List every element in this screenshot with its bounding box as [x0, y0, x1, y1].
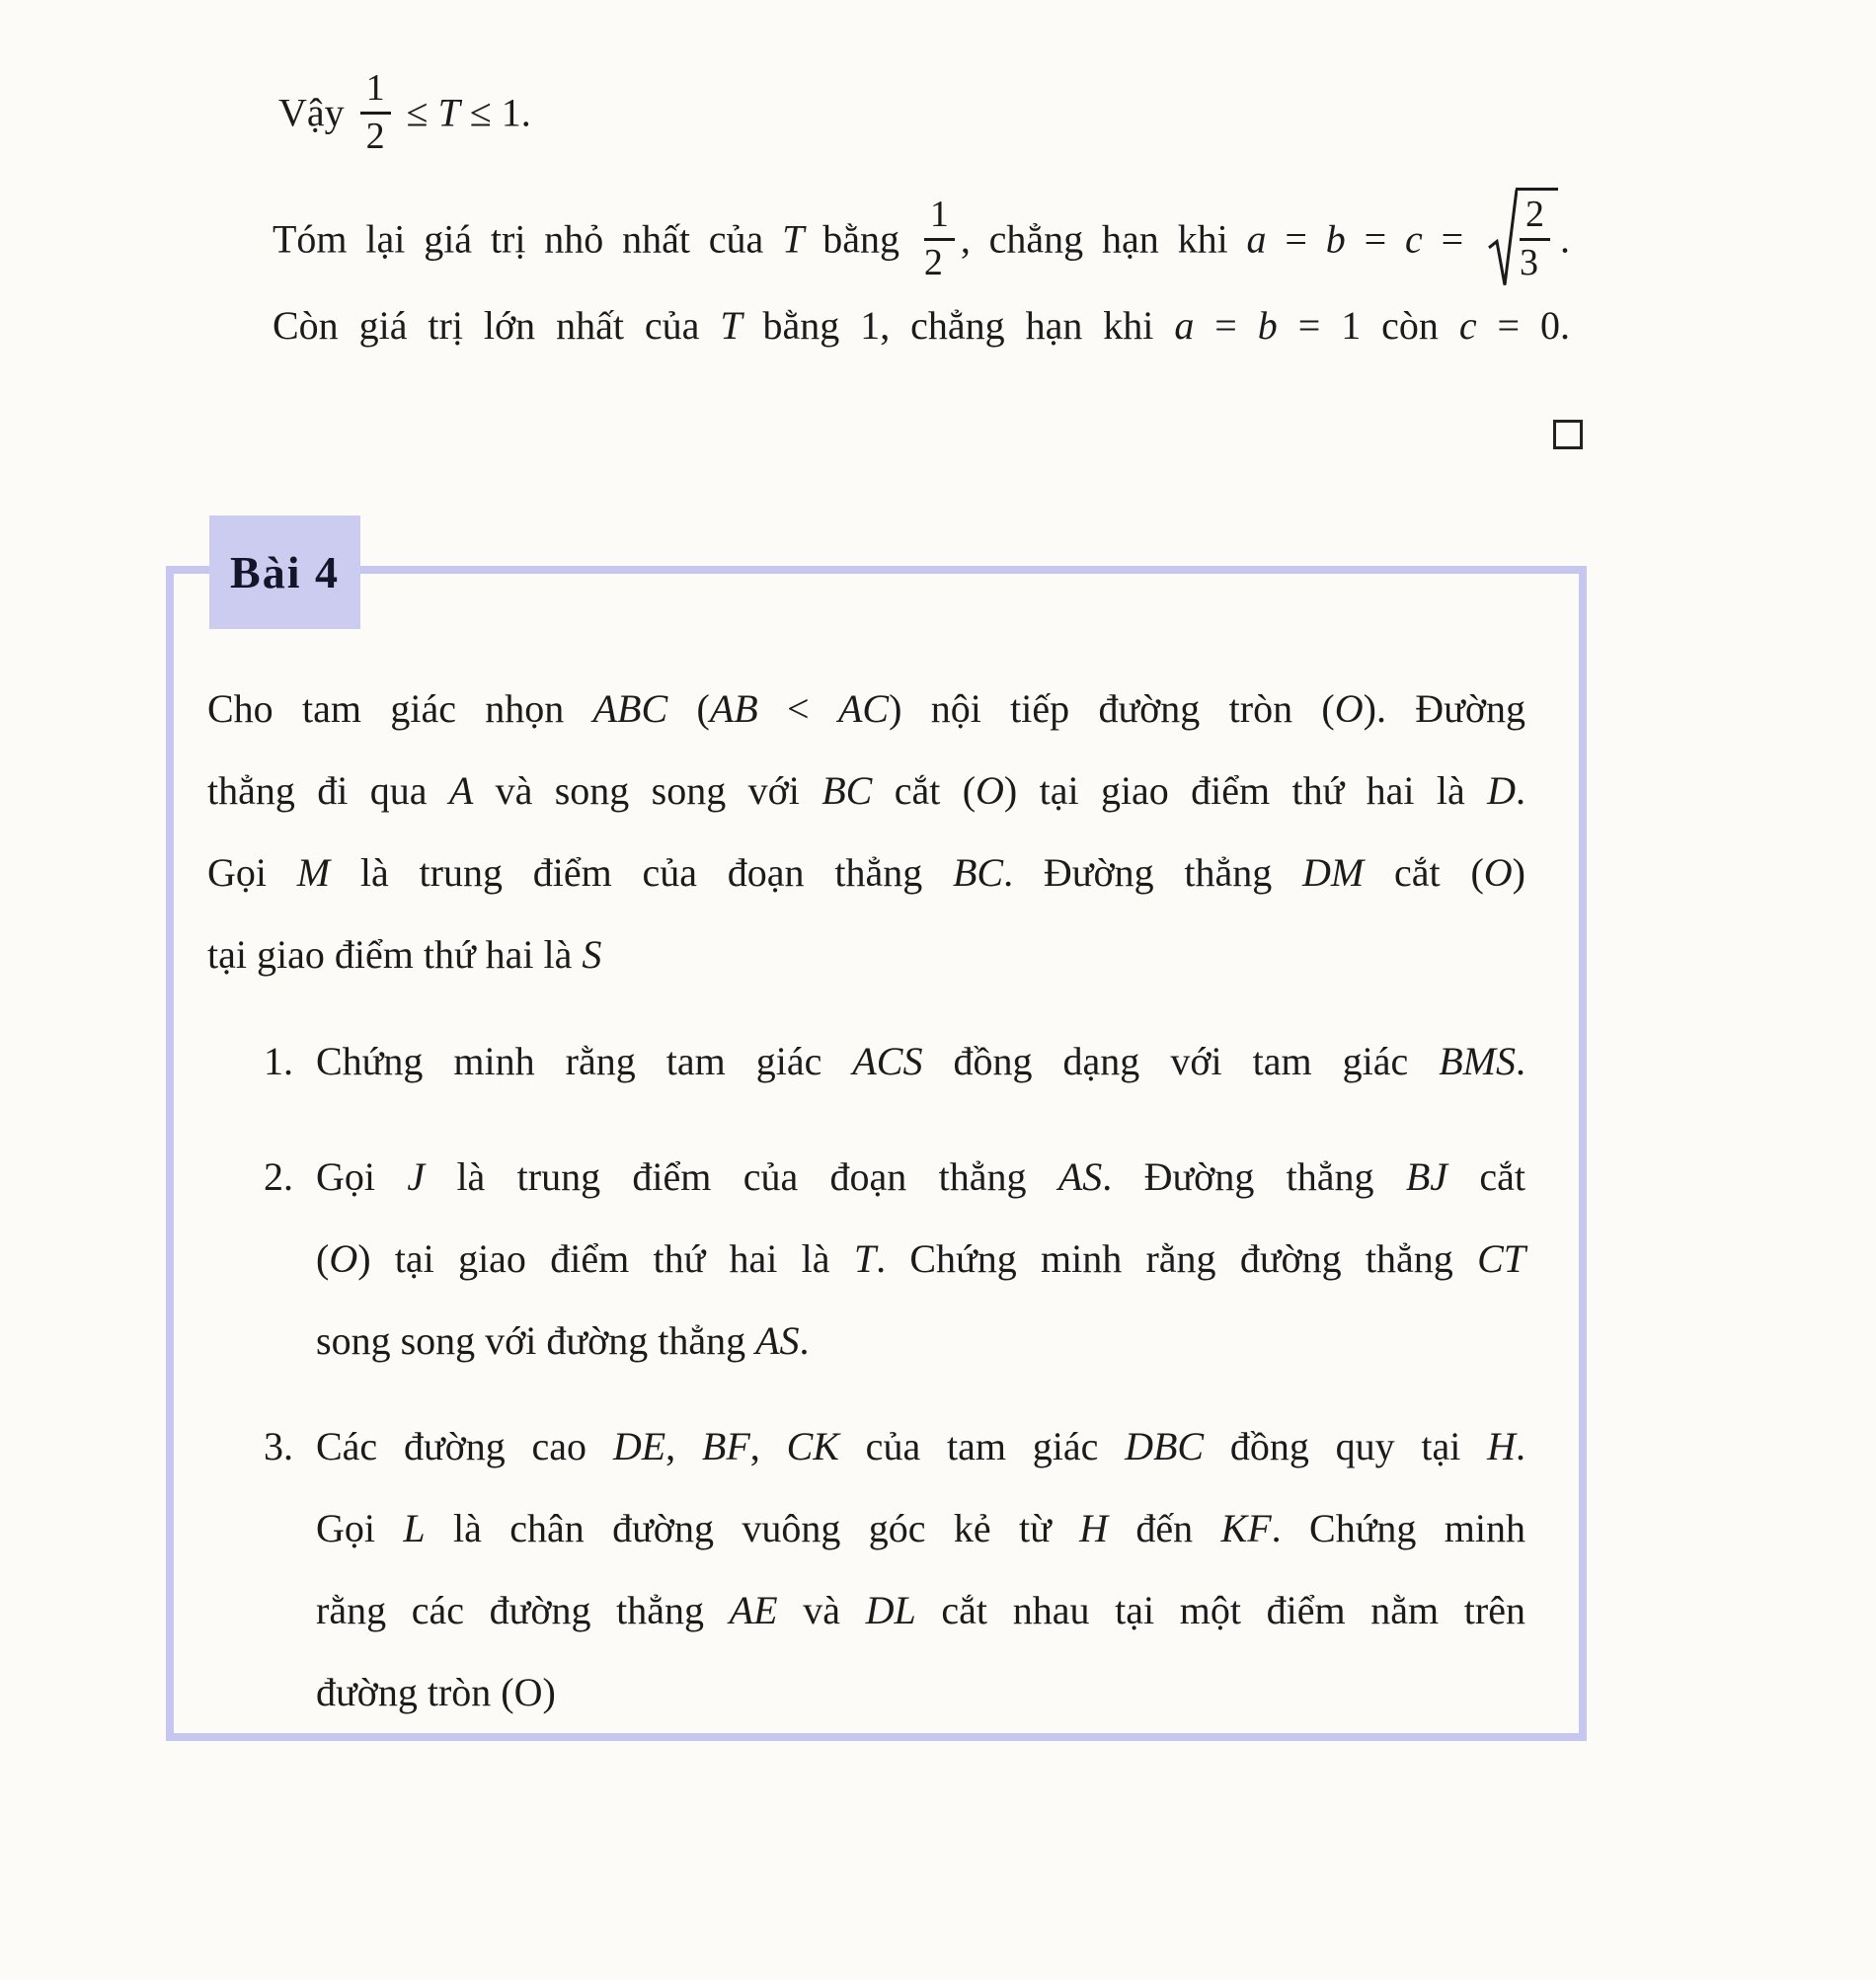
item-body: [316, 1136, 1525, 1382]
text-line: đường tròn (O): [316, 1670, 556, 1714]
text-line: Gọi J là trung điểm của đoạn thẳng AS. Đường thẳng BJ cắt: [316, 1154, 1525, 1199]
fraction: [360, 69, 391, 157]
list-item: [264, 1020, 1525, 1102]
qed-square: [1553, 420, 1583, 449]
text-line: Cho tam giác nhọn ABC (AB < AC) nội tiếp đường tròn (O). Đường: [207, 686, 1525, 731]
fraction-denominator: 3: [1520, 241, 1539, 283]
text-line: Gọi M là trung điểm của đoạn thẳng BC. Đường thẳng DM cắt (O): [207, 850, 1525, 895]
sqrt-fraction: [1488, 188, 1558, 291]
list-item: [264, 1136, 1525, 1382]
item-body: [316, 1020, 1525, 1102]
fraction: [924, 196, 955, 283]
fraction-numerator: 1: [924, 196, 955, 241]
text-line: Các đường cao DE, BF, CK của tam giác DBC đồng quy tại H.: [316, 1424, 1526, 1468]
text-line: tại giao điểm thứ hai là S: [207, 932, 602, 977]
fraction-numerator: 2: [1520, 196, 1550, 241]
problem-box-label: Bài 4: [209, 515, 360, 629]
problem-box: [166, 547, 1587, 1741]
text-line: Gọi L là chân đường vuông góc kẻ từ H đến KF. Chứng minh: [316, 1506, 1525, 1550]
fraction: [1520, 196, 1550, 283]
intro-line-3: Còn giá trị lớn nhất của T bằng 1, chẳng hạn khi a = b = 1 còn c = 0.: [273, 303, 1571, 348]
item-number: 2.: [264, 1154, 293, 1199]
intro-line-2: Tóm lại giá trị nhỏ nhất của T bằng $\frac{1}{2}$ , chẳng hạn khi a = b = c = $\frac{2}{3}$ .: [273, 192, 1570, 251]
item-number: 3.: [264, 1424, 293, 1468]
radical-sign-icon: [1488, 188, 1518, 291]
text-line: Chứng minh rằng tam giác ACS đồng dạng với tam giác BMS.: [316, 1039, 1526, 1083]
item-number: 1.: [264, 1039, 293, 1083]
problem-statement: [207, 668, 1525, 995]
text-line: rằng các đường thẳng AE và DL cắt nhau tại một điểm nằm trên: [316, 1588, 1525, 1632]
fraction-numerator: 1: [360, 69, 391, 115]
text-line: thẳng đi qua A và song song với BC cắt (O) tại giao điểm thứ hai là D.: [207, 768, 1526, 813]
item-body: [316, 1405, 1525, 1733]
sqrt-body: [1516, 188, 1558, 291]
intro-line-1: Vậy $\frac{1}{2}$ ≤ T ≤ 1.: [278, 67, 531, 157]
problem-item-list: [264, 1020, 1525, 1733]
text-line: song song với đường thẳng AS.: [316, 1318, 810, 1363]
text-line: (O) tại giao điểm thứ hai là T. Chứng minh rằng đường thẳng CT: [316, 1236, 1525, 1281]
list-item: [264, 1405, 1525, 1733]
fraction-denominator: 2: [365, 115, 385, 157]
fraction-denominator: 2: [923, 241, 943, 283]
